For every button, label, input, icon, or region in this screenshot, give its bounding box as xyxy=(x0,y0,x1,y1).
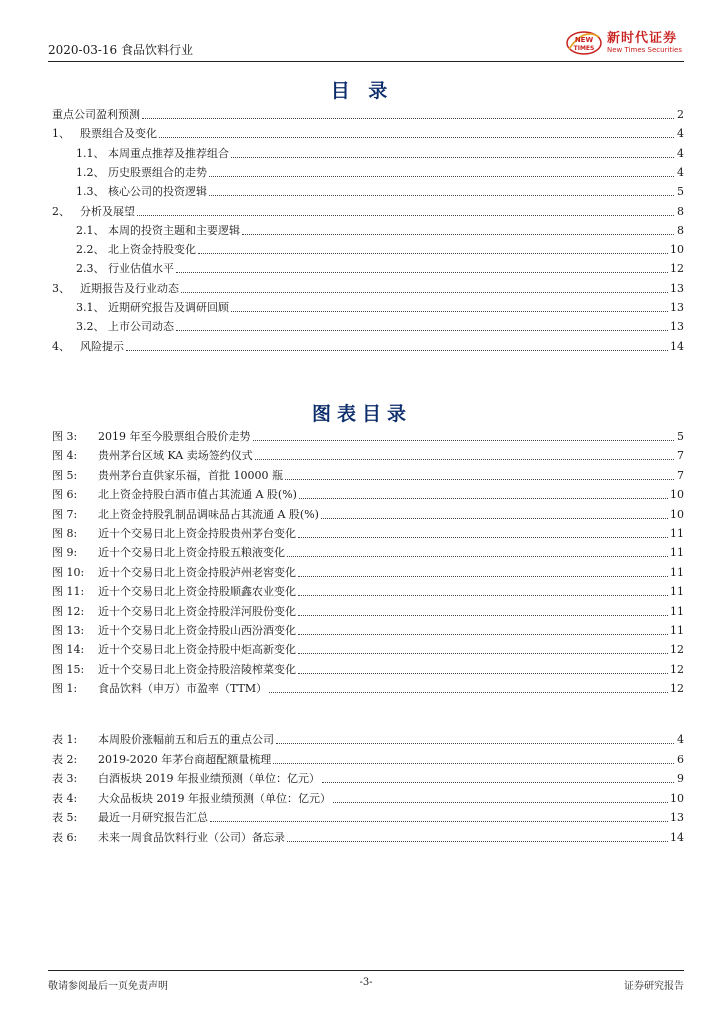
table-entry-number: 表 3: xyxy=(52,772,78,785)
figure-entry[interactable] xyxy=(52,583,684,599)
figure-entry-number: 图 6: xyxy=(52,488,78,502)
figure-entry-page: 12 xyxy=(670,643,684,657)
figure-entry[interactable] xyxy=(52,641,684,657)
dot-leader xyxy=(269,692,668,693)
toc-entry-number: 2.2、 xyxy=(76,243,105,257)
toc-entry-page: 13 xyxy=(670,320,684,334)
toc-entry-number: 1.2、 xyxy=(76,165,105,179)
figure-entry[interactable] xyxy=(52,428,684,444)
toc-entry[interactable] xyxy=(52,203,684,219)
dot-leader xyxy=(298,595,668,596)
table-entry-number: 表 1: xyxy=(52,733,78,746)
table-entry-number: 表 4: xyxy=(52,791,78,805)
dot-leader xyxy=(181,292,668,293)
dot-leader xyxy=(242,234,674,235)
footer-report-type: 证券研究报告 xyxy=(624,981,684,992)
figure-entry[interactable] xyxy=(52,661,684,677)
dot-leader xyxy=(198,253,668,254)
logo-mark-text-2: TIMES xyxy=(573,45,595,52)
dot-leader xyxy=(298,576,668,577)
figure-entry-label: 近十个交易日北上资金持股涪陵榨菜变化 xyxy=(98,662,296,676)
table-entry[interactable] xyxy=(52,770,684,786)
dot-leader xyxy=(209,176,674,177)
dot-leader xyxy=(287,556,668,557)
figure-entry-label: 2019 年至今股票组合股价走势 xyxy=(98,430,251,443)
footer-disclaimer: 敬请参阅最后一页免责声明 xyxy=(48,981,168,992)
dot-leader xyxy=(159,137,674,138)
toc-entry[interactable] xyxy=(76,299,684,315)
dot-leader xyxy=(255,459,674,460)
toc-entry-number: 2、 xyxy=(52,204,70,218)
dot-leader xyxy=(176,272,668,273)
toc-entry-number: 4、 xyxy=(52,339,70,353)
figure-entry-label: 食品饮料（申万）市盈率（TTM） xyxy=(98,682,268,696)
toc-entry[interactable] xyxy=(52,125,684,141)
toc-entry-page: 2 xyxy=(677,108,684,121)
figure-entry[interactable] xyxy=(52,525,684,541)
toc-title: 目 录 xyxy=(330,80,394,102)
header-date-industry: 2020-03-16 食品饮料行业 xyxy=(48,43,194,57)
figure-entry-label: 近十个交易日北上资金持股洋河股份变化 xyxy=(98,604,296,618)
table-entry[interactable] xyxy=(52,790,684,806)
figure-entry-page: 11 xyxy=(670,546,684,560)
logo-mark-icon xyxy=(565,29,603,57)
figure-entry-number: 图 7: xyxy=(52,507,78,521)
figure-entry-page: 12 xyxy=(670,682,684,696)
table-entry-page: 9 xyxy=(677,772,684,785)
toc-entry-number: 3.2、 xyxy=(76,320,105,334)
dot-leader xyxy=(298,634,668,635)
figure-entry-page: 7 xyxy=(677,468,684,482)
table-entry[interactable] xyxy=(52,731,684,747)
dot-leader xyxy=(137,215,674,216)
toc-entry-number: 3.1、 xyxy=(76,301,105,314)
toc-entry-number: 2.1、 xyxy=(76,223,105,237)
toc-entry[interactable] xyxy=(76,241,684,257)
table-entry-number: 表 6: xyxy=(52,830,78,844)
figure-entry-number: 图 11: xyxy=(52,585,85,599)
figure-entry[interactable] xyxy=(52,467,684,483)
toc-entry[interactable] xyxy=(76,183,684,199)
toc-entry-number: 3、 xyxy=(52,281,70,295)
dot-leader xyxy=(298,537,668,538)
figure-entry-page: 11 xyxy=(670,527,684,540)
toc-entry-page: 8 xyxy=(677,223,684,237)
dot-leader xyxy=(273,763,674,764)
figure-entry[interactable] xyxy=(52,486,684,502)
figure-entry[interactable] xyxy=(52,680,684,696)
dot-leader xyxy=(321,518,668,519)
toc-entry-label: 历史股票组合的走势 xyxy=(108,165,207,179)
header-rule xyxy=(48,61,684,62)
figure-entry[interactable] xyxy=(52,447,684,463)
figure-entry-number: 图 10: xyxy=(52,565,85,579)
table-entry[interactable] xyxy=(52,829,684,845)
toc-entry[interactable] xyxy=(52,106,684,122)
figure-entry-label: 近十个交易日北上资金持股贵州茅台变化 xyxy=(98,527,296,540)
figure-entry-label: 近十个交易日北上资金持股顺鑫农业变化 xyxy=(98,585,296,599)
table-entry-label: 未来一周食品饮料行业（公司）备忘录 xyxy=(98,830,285,844)
dot-leader xyxy=(231,157,674,158)
table-entry-number: 表 5: xyxy=(52,811,78,824)
dot-leader xyxy=(298,673,668,674)
toc-entry-page: 4 xyxy=(677,165,684,179)
figure-entry[interactable] xyxy=(52,506,684,522)
dot-leader xyxy=(210,821,668,822)
figure-entry-page: 11 xyxy=(670,585,684,599)
figure-entry-label: 近十个交易日北上资金持股中炬高新变化 xyxy=(98,643,296,657)
figure-entry-label: 近十个交易日北上资金持股泸州老窖变化 xyxy=(98,565,296,579)
figure-entry[interactable] xyxy=(52,603,684,619)
dot-leader xyxy=(276,743,674,744)
toc-entry[interactable] xyxy=(52,280,684,296)
toc-entry-label: 近期研究报告及调研回顾 xyxy=(108,301,229,314)
dot-leader xyxy=(231,311,668,312)
figure-entry-label: 近十个交易日北上资金持股山西汾酒变化 xyxy=(98,624,296,637)
figure-entry[interactable] xyxy=(52,622,684,638)
page-footer xyxy=(48,970,684,992)
toc-entry-label: 本周重点推荐及推荐组合 xyxy=(108,146,229,160)
toc-entry-label: 上市公司动态 xyxy=(108,320,174,334)
figure-entry-number: 图 14: xyxy=(52,643,85,657)
dot-leader xyxy=(126,350,668,351)
figure-entry-number: 图 9: xyxy=(52,546,78,560)
toc-entry-page: 13 xyxy=(670,301,684,314)
footer-page-number: -3- xyxy=(359,977,373,988)
dot-leader xyxy=(209,195,674,196)
table-entry-page: 14 xyxy=(670,830,684,844)
toc-entry-number: 1、 xyxy=(52,127,70,141)
toc-entry-number: 1.3、 xyxy=(76,185,105,199)
toc-entry-label: 北上资金持股变化 xyxy=(108,243,196,257)
toc-entry-page: 4 xyxy=(677,127,684,141)
figure-entry-number: 图 5: xyxy=(52,468,78,482)
toc-entry-page: 12 xyxy=(670,262,684,276)
figure-entry-page: 5 xyxy=(677,430,684,443)
dot-leader xyxy=(142,118,674,119)
table-entry[interactable] xyxy=(52,751,684,767)
figure-entry-page: 11 xyxy=(670,604,684,618)
figure-entry-page: 10 xyxy=(670,488,684,502)
toc-entry-label: 近期报告及行业动态 xyxy=(80,281,179,295)
toc-entry-page: 13 xyxy=(670,281,684,295)
table-entry-label: 大众品板块 2019 年报业绩预测（单位：亿元） xyxy=(98,791,331,805)
toc-entry[interactable] xyxy=(52,338,684,354)
figure-entry-number: 图 15: xyxy=(52,662,85,676)
toc-entry-page: 5 xyxy=(677,185,684,199)
toc-entry-number: 1.1、 xyxy=(76,146,105,160)
toc-entry-label: 分析及展望 xyxy=(80,204,135,218)
table-entry-label: 最近一月研究报告汇总 xyxy=(98,811,208,824)
toc-entry[interactable] xyxy=(76,145,684,161)
figure-entry-number: 图 12: xyxy=(52,604,85,618)
toc-entry-page: 14 xyxy=(670,339,684,353)
figure-entry-number: 图 3: xyxy=(52,430,78,443)
logo-chinese-name: 新时代证券 xyxy=(607,31,678,46)
table-entry-label: 白酒板块 2019 年报业绩预测（单位：亿元） xyxy=(98,772,320,785)
toc-entry-number: 2.3、 xyxy=(76,262,105,276)
toc-entry-page: 4 xyxy=(677,146,684,160)
toc-entry-page: 10 xyxy=(670,243,684,257)
figure-entry-page: 12 xyxy=(670,662,684,676)
figure-entry-number: 图 4: xyxy=(52,449,78,463)
toc-entry-label: 重点公司盈利预测 xyxy=(52,108,140,121)
dot-leader xyxy=(285,479,674,480)
figure-list-title: 图表目录 xyxy=(311,403,412,425)
figure-entry-page: 10 xyxy=(670,507,684,521)
toc-entry-label: 核心公司的投资逻辑 xyxy=(108,185,207,199)
table-entry-number: 表 2: xyxy=(52,752,78,766)
figure-entry-number: 图 13: xyxy=(52,624,85,637)
figure-entry[interactable] xyxy=(52,564,684,580)
toc-entry-label: 风险提示 xyxy=(80,339,124,353)
table-entry-page: 6 xyxy=(677,752,684,766)
dot-leader xyxy=(298,615,668,616)
figure-entry-page: 11 xyxy=(670,565,684,579)
table-entry-label: 2019-2020 年茅台商超配额量梳理 xyxy=(98,752,272,766)
dot-leader xyxy=(253,440,675,441)
toc-entry[interactable] xyxy=(76,260,684,276)
figure-entry-label: 北上资金持股白酒市值占其流通 A 股(%) xyxy=(98,488,297,502)
figure-entry-number: 图 1: xyxy=(52,682,78,696)
figure-entry-label: 北上资金持股乳制品调味品占其流通 A 股(%) xyxy=(98,507,319,521)
table-entry-page: 10 xyxy=(670,791,684,805)
figure-entry-label: 贵州茅台区域 KA 卖场签约仪式 xyxy=(98,449,253,463)
toc-entry-label: 行业估值水平 xyxy=(108,262,174,276)
figure-entry-label: 贵州茅台直供家乐福，首批 10000 瓶 xyxy=(98,468,283,482)
brand-logo xyxy=(565,26,682,60)
page-header xyxy=(48,28,684,62)
table-entry-page: 13 xyxy=(670,811,684,824)
toc-entry-label: 本周的投资主题和主要逻辑 xyxy=(108,223,240,237)
table-entry-label: 本周股价涨幅前五和后五的重点公司 xyxy=(98,733,274,746)
figure-entry-page: 7 xyxy=(677,449,684,463)
dot-leader xyxy=(287,841,668,842)
dot-leader xyxy=(333,802,668,803)
table-entry-page: 4 xyxy=(677,733,684,746)
toc-entry-label: 股票组合及变化 xyxy=(80,127,157,141)
figure-entry-number: 图 8: xyxy=(52,527,78,540)
table-entry[interactable] xyxy=(52,809,684,825)
dot-leader xyxy=(298,653,668,654)
dot-leader xyxy=(299,498,668,499)
toc-entry[interactable] xyxy=(76,222,684,238)
toc-entry-page: 8 xyxy=(677,204,684,218)
figure-entry[interactable] xyxy=(52,544,684,560)
dot-leader xyxy=(322,782,674,783)
dot-leader xyxy=(176,330,668,331)
toc-entry[interactable] xyxy=(76,318,684,334)
toc-entry[interactable] xyxy=(76,164,684,180)
logo-mark-text-1: NEW xyxy=(574,36,594,44)
figure-entry-page: 11 xyxy=(670,624,684,637)
figure-entry-label: 近十个交易日北上资金持股五粮液变化 xyxy=(98,546,285,560)
logo-english-name: New Times Securities xyxy=(607,46,682,54)
